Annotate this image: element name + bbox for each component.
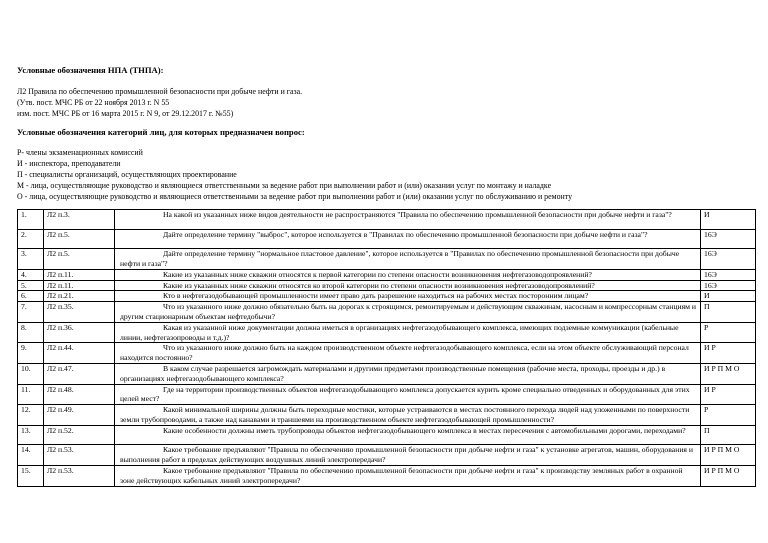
question-text-cell	[115, 269, 701, 280]
question-reference: Л2 п.44.	[44, 343, 115, 364]
table-row	[18, 465, 756, 486]
table-row	[18, 322, 756, 343]
table-row	[18, 445, 756, 466]
category-item: О - лица, осуществляющие руководство и являющиеся ответственными за ведение работ при выполнении работ и (или) оказании услуг по обслуживанию и ремонту	[17, 192, 573, 201]
question-reference: Л2 п.47.	[44, 363, 115, 384]
question-text-cell	[115, 384, 701, 405]
question-reference: Л2 п.53.	[44, 465, 115, 486]
question-text: На какой из указанных ниже видов деятельности не распространяются "Правила по обеспечению промышленной безопасности при добыче нефти и газа"?	[163, 210, 672, 219]
question-text: Какой минимальной ширины должны быть переходные мостики, которые устраиваются в местах постоянного перехода людей над уложенными по поверхности земли трубопроводами, а также над канавами и траншеями на производственном объекте нефтегазодобывающей промышленности?	[120, 405, 690, 424]
question-category: И Р	[701, 384, 756, 405]
table-row	[18, 343, 756, 364]
question-number: 3.	[18, 249, 44, 270]
table-row	[18, 210, 756, 230]
question-category: И	[701, 291, 756, 302]
question-text-cell	[115, 210, 701, 230]
category-item: М - лица, осуществляющие руководство и являющиеся ответственными за ведение работ при выполнении работ и (или) оказании услуг по монтажу и наладке	[17, 181, 552, 190]
question-category: Р	[701, 405, 756, 426]
table-row	[18, 425, 756, 445]
npa-legend-title: Условные обозначения НПА (ТНПА):	[17, 65, 164, 75]
question-reference: Л2 п.21.	[44, 291, 115, 302]
table-row	[18, 384, 756, 405]
question-number: 2.	[18, 229, 44, 249]
question-number: 10.	[18, 363, 44, 384]
table-row	[18, 249, 756, 270]
table-row	[18, 229, 756, 249]
question-text-cell	[115, 445, 701, 466]
question-text-cell	[115, 405, 701, 426]
question-number: 13.	[18, 425, 44, 445]
question-reference: Л2 п.49.	[44, 405, 115, 426]
question-text-cell	[115, 322, 701, 343]
question-text: Что из указанного ниже должно быть на каждом производственном объекте нефтегазодобывающего комплекса, если на этом объекте обслуживающий персонал находится постоянно?	[120, 343, 689, 363]
question-text: Какое требование предъявляют "Правила по обеспечению промышленной безопасности при добыче нефти и газа" к производству земляных работ в охранной зоне действующих кабельных линий электропередачи?	[120, 465, 683, 485]
question-text: Дайте определение термину "нормальное пластовое давление", которое используется в "Правилах по обеспечению промышленной безопасности при добыче нефти и газа"?	[120, 249, 680, 268]
question-category: И Р	[701, 343, 756, 364]
question-text: Что из указанного ниже должно обязательно быть на дорогах к строящимся, ремонтируемым и действующим скважинам, насосным и компрессорным станциям и другим стационарным объектам нефтедобычи?	[120, 302, 697, 321]
question-text-cell	[115, 229, 701, 249]
table-row	[18, 363, 756, 384]
table-row	[18, 405, 756, 426]
question-category: 16Э	[701, 280, 756, 291]
question-reference: Л2 п.11.	[44, 280, 115, 291]
question-text-cell	[115, 363, 701, 384]
question-number: 7.	[18, 302, 44, 323]
question-text-cell	[115, 302, 701, 323]
question-category: П	[701, 425, 756, 445]
category-item: Р- члены экзаменационных комиссий	[17, 148, 143, 157]
question-text-cell	[115, 291, 701, 302]
table-row	[18, 291, 756, 302]
table-row	[18, 269, 756, 280]
question-number: 6.	[18, 291, 44, 302]
question-text: Какие из указанных ниже скважин относятся к первой категории по степени опасности возникновения нефтегазоводопроявлений?	[163, 269, 592, 279]
question-text-cell	[115, 425, 701, 445]
question-text-cell	[115, 465, 701, 486]
question-number: 4.	[18, 269, 44, 280]
question-number: 8.	[18, 322, 44, 343]
category-item: П - специалисты организаций, осуществляющих проектирование	[17, 170, 237, 179]
question-category: Р	[701, 322, 756, 343]
question-text-cell	[115, 280, 701, 291]
categories-title: Условные обозначения категорий лиц, для которых предназначен вопрос:	[17, 127, 305, 137]
question-number: 15.	[18, 465, 44, 486]
question-category: И Р П М О	[701, 363, 756, 384]
question-reference: Л2 п.3.	[44, 210, 115, 230]
doc-approved: (Утв. пост. МЧС РБ от 22 ноября 2013 г. N 55	[17, 98, 170, 107]
question-category: 16Э	[701, 249, 756, 270]
question-reference: Л2 п.52.	[44, 425, 115, 445]
category-item: И - инспектора, преподаватели	[17, 159, 121, 168]
question-reference: Л2 п.5.	[44, 249, 115, 270]
question-number: 14.	[18, 445, 44, 466]
table-row	[18, 280, 756, 291]
question-text-cell	[115, 249, 701, 270]
question-number: 11.	[18, 384, 44, 405]
question-text: Какие из указанных ниже скважин относятся ко второй категории по степени опасности возникновения нефтегазоводопроявлений?	[163, 280, 595, 290]
question-text-cell	[115, 343, 701, 364]
question-reference: Л2 п.48.	[44, 384, 115, 405]
question-category: 16Э	[701, 229, 756, 249]
question-text: Какое требование предъявляют "Правила по обеспечению промышленной безопасности при добыче нефти и газа" к установке агрегатов, машин, оборудования и выполнения работ в пределах действующих воздушных линий электропередачи?	[120, 445, 694, 465]
question-number: 5.	[18, 280, 44, 291]
question-number: 1.	[18, 210, 44, 230]
question-reference: Л2 п.36.	[44, 322, 115, 343]
question-reference: Л2 п.5.	[44, 229, 115, 249]
question-text: Где на территории производственных объектов нефтегазодобывающего комплекса допускается курить кроме специально отведенных и оборудованных для этих целей мест?	[120, 384, 690, 404]
question-text: Какая из указанной ниже документации должна иметься в организациях нефтегазодобывающего комплекса, имеющих подземные коммуникации (кабельные линии, нефтегазопроводы и т.д.)?	[120, 322, 679, 342]
questions-table	[17, 209, 756, 487]
question-number: 12.	[18, 405, 44, 426]
question-text: Кто в нефтегазодобывающей промышленности имеет право дать разрешение находиться на рабочих местах посторонним лицам?	[163, 291, 589, 301]
question-text: В каком случае разрешается загромождать материалами и другими предметами производственные помещения (рабочие места, проходы, проезды и др.) в организациях нефтегазодобывающего комплекса?	[120, 363, 666, 383]
question-number: 9.	[18, 343, 44, 364]
question-category: П	[701, 302, 756, 323]
question-reference: Л2 п.11.	[44, 269, 115, 280]
doc-amended: изм. пост. МЧС РБ от 16 марта 2015 г. N 9, от 29.12.2017 г. №55)	[17, 109, 234, 118]
question-category: И Р П М О	[701, 445, 756, 466]
question-reference: Л2 п.53.	[44, 445, 115, 466]
question-text: Какие особенности должны иметь трубопроводы объектов нефтегазодобывающего комплекса в местах пересечения с автомобильными дорогами, переходами?	[163, 425, 686, 435]
question-category: И	[701, 210, 756, 230]
doc-name: Л2 Правила по обеспечению промышленной безопасности при добыче нефти и газа.	[17, 87, 303, 96]
question-category: 16Э	[701, 269, 756, 280]
table-row	[18, 302, 756, 323]
question-category: И Р П М О	[701, 465, 756, 486]
question-reference: Л2 п.35.	[44, 302, 115, 323]
question-text: Дайте определение термину "выброс", которое используется в "Правилах по обеспечению промышленной безопасности при добыче нефти и газа"?	[163, 229, 648, 239]
